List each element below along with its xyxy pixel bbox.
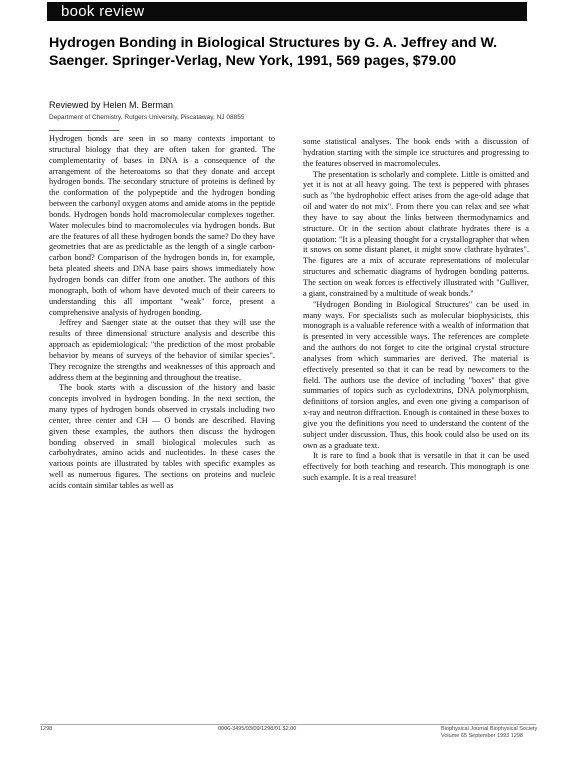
journal-volume: Volume 65 September 1993 1298 [441, 733, 523, 739]
paragraph: It is rare to find a book that is versatile in that it can be used effectively for both teaching and research. This monograph is one such example. It is a real treasure! [303, 451, 529, 483]
journal-name: Biophysical Journal Biophysical Society [441, 726, 538, 732]
paragraph: "Hydrogen Bonding in Biological Structures" can be used in many ways. For specialists such as molecular biophysicists, this monograph is a valuable reference with a wealth of information that is presented in very accessible ways. The references are complete and the authors do not forget to cite the original crystal structure analyses from which summaries are derived. The material is effectively presented so that it can be read by newcomers to the field. The authors use the device of including "boxes" that give summaries of topics such as cyclodextrins, DNA polymorphism, definitions of torsion angles, and even one giving a comparison of x-ray and neutron diffraction. Enough is contained in these boxes to give you the definitions you need to understand the content of the subject under discussion. Thus, this book could also be used on its own as a graduate text. [303, 299, 529, 450]
paragraph: The presentation is scholarly and complete. Little is omitted and yet it is not at all heavy going. The text is peppered with phrases such as "the hydrophobic effect arises from the age-old adage that oil and water do not mix". From there you can relax and see what they have to say about the links between thermodynamics and structure. Or in the section about clathrate hydrates there is a quotation: "It is a pleasing thought for a crystallographer that when it snows on some distant planet, it might snow clathrate hydrates". The figures are a mix of accurate representations of molecular structures and schematic diagrams of hydrogen bonding patterns. The section on weak forces is effectively illustrated with "Gulliver, a giant, constrained by a multitude of weak bonds." [303, 169, 529, 298]
reviewer-line: Reviewed by Helen M. Berman [49, 100, 174, 110]
journal-info [441, 726, 537, 740]
header-divider [49, 130, 119, 131]
section-banner [47, 2, 527, 21]
footer-divider [40, 724, 536, 725]
paragraph: Hydrogen bonds are seen in so many contexts important to structural biology that they are often taken for granted. The complementarity of bases in DNA is a consequence of the arrangement of the heteroatoms so that they donate and accept hydrogen bonds. The secondary structure of proteins is defined by the conformation of the polypeptide and the hydrogen bonding between the carbonyl oxygen atoms and amide atoms in the peptide bonds. Hydrogen bonds hold macromolecular complexes together. Water molecules bind to macromolecules via hydrogen bonds. But are the features of all these hydrogen bonds the same? Do they have geometries that are as predictable as the length of a single carbon-carbon bond? Comparison of the hydrogen bonds in, for example, beta pleated sheets and DNA base pairs shows immediately how hydrogen bonds can differ from one another. The authors of this monograph, both of whom have devoted much of their careers to understanding this all important "weak" force, present a comprehensive analysis of hydrogen bonding. [49, 134, 275, 317]
paragraph: some statistical analyses. The book ends with a discussion of hydration starting with the simple ice structures and progressing to the features observed in macromolecules. [303, 137, 529, 168]
page-number: 1298 [40, 726, 53, 732]
right-column [303, 137, 529, 484]
left-column [49, 134, 275, 492]
affiliation-line: Department of Chemistry, Rutgers University, Piscataway, NJ 08855 [49, 114, 245, 121]
paragraph: The book starts with a discussion of the history and basic concepts involved in hydrogen bonding. In the next section, the many types of hydrogen bonds observed in crystals including two center, three center and CH — O bonds are described. Having given these examples, the authors then discuss the hydrogen bonding observed in small biological molecules such as carbohydrates, amino acids and nucleotides. In these cases the various points are illustrated by tables with specific examples as well as numerous figures. The sections on proteins and nucleic acids contain similar tables as well as [49, 383, 275, 490]
paragraph: Jeffrey and Saenger state at the outset that they will use the results of three dimensional structure analysis and describe this approach as epidemiological: "the prediction of the most probable behavior by means of surveys of the behavior of similar species". They recognize the strengths and weaknesses of this approach and address them at the beginning and throughout the treatise. [49, 318, 275, 382]
section-label: book review [61, 3, 145, 20]
article-code: 0006-3495/93/09/1298/01 $2.00 [218, 726, 297, 732]
article-title: Hydrogen Bonding in Biological Structures by G. A. Jeffrey and W. Saenger. Springer-Verlag, New York, 1991, 569 pages, $79.00 [49, 35, 498, 69]
